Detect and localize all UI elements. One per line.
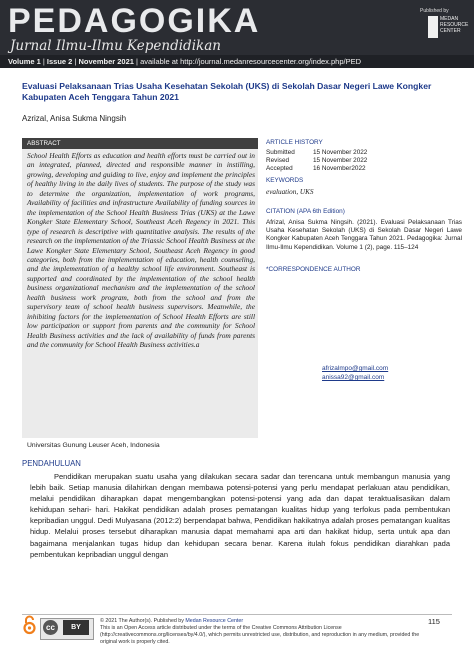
date-label: November 2021 bbox=[78, 57, 134, 66]
journal-subtitle: Jurnal Ilmu-Ilmu Kependidikan bbox=[10, 38, 221, 54]
email-link-1[interactable]: afrizalmpo@gmail.com bbox=[322, 365, 389, 372]
correspondence-label: *CORRESPONDENCE AUTHOR bbox=[266, 266, 361, 273]
section-heading: PENDAHULUAN bbox=[22, 459, 81, 468]
license-text: This is an Open Access article distributed under the terms of the Creative Commons Attribution License (http://creativecommons.org/licenses/by/4.0/), which permits unrestricted use, distribution, and reproduction in any medium, provided the original work is properly cited. bbox=[100, 625, 420, 645]
attribution-icon: BY bbox=[63, 620, 89, 635]
abstract-text: School Health Efforts as education and health efforts must be carried out in an integrated, planned, directed and responsible manner in instilling, growing, developing and guiding to live, enjoy and implement the principles of healthy living in the daily lives of students. The purpose of the study was to determine the organization, implementation of work programs, Availability of facilities and infrastructure Availability of funding sources in the implementation of the School Health Business Trias (UKS) at the Lawe Kongker State Elementary School, Southeast Aceh Regency in 2021. This type of research is descriptive with quantitative analysis. The results of the research on the implementation of the Triassic School Health Business at the Lawe Kongker State Elementary School, Southeast Aceh Regency in good categories, both from the implementation of education, health counseling, and the implementation of a healthy school life environment. Southeast is supported and coordinated by the implementation of the school health business organizational mechanism and the implementation of the school health business work program, both from the school and from the supervisory team of school health business supervisors. Meanwhile, the inhibiting factors for the implementation of School Health Efforts are still low participation or support from parents and the community for School Health Business activities and the lack of availability of funds from parents and the community for School Health Business activities.a bbox=[27, 151, 255, 350]
keywords-value: evaluation, UKS bbox=[266, 188, 314, 196]
copyright-text: © 2021 The Author(s). Published by bbox=[100, 618, 184, 624]
intro-paragraph: Pendidikan merupakan suatu usaha yang dilakukan secara sadar dan terencana untuk membangun manusia yang lebih baik. Setiap manusia dilahirkan dengan membawa potensi-potensi yang perlu mendapat perlakuan atau pendidikan, melalui pendidikan diharapkan dapat mengembangkan potensi-potensi yang ada dan dapat teraktualisasikan dalam kehidupan sehari- hari. Hakikat pendidikan adalah proses pematangan kualitas hidup yang terfokus pada pembentukan kepribadian unggul. Dedi Mulyasana (2012:2) berpendapat bahwa, Pendidikan hakikatnya adalah proses pematangan kualitas hidup. Melalui proses tersebut diharapkan manusia dapat memahami apa arti dan hakikat hidup, serta untuk apa dan bagaimana menjalankan tugas hidup dan kehidupan secara benar. Karena itulah fokus pendidikan diarahkan pada pembentukan kepribadian unggul dengan bbox=[30, 472, 450, 559]
page-number: 115 bbox=[428, 617, 440, 626]
citation-label: CITATION (APA 6th Edition) bbox=[266, 208, 345, 215]
open-access-icon bbox=[22, 615, 37, 635]
author-affiliation: Universitas Gunung Leuser Aceh, Indonesia bbox=[27, 442, 160, 449]
issue-info: Volume 1 | Issue 2 | November 2021 | available at http://journal.medanresourcecenter.org/index.php/PED bbox=[8, 57, 362, 66]
article-authors: Azrizal, Anisa Sukma Ningsih bbox=[22, 114, 127, 123]
keywords-label: KEYWORDS bbox=[266, 177, 304, 184]
footer-divider bbox=[22, 614, 452, 615]
history-submitted-key: Submitted bbox=[266, 149, 295, 156]
article-history-label: ARTICLE HISTORY bbox=[266, 139, 323, 146]
article-title: Evaluasi Pelaksanaan Trias Usaha Kesehatan Sekolah (UKS) di Sekolah Dasar Negeri Lawe Kongker Kabupaten Aceh Tenggara Tahun 2021 bbox=[22, 81, 432, 102]
creative-commons-icon: cc bbox=[43, 620, 58, 635]
published-by-label: Published by bbox=[420, 8, 449, 14]
history-revised-value: 15 November 2022 bbox=[313, 157, 368, 164]
intro-body bbox=[30, 471, 450, 560]
issue-label: Issue 2 bbox=[46, 57, 73, 66]
publisher-logo-icon bbox=[428, 16, 438, 38]
abstract-label: ABSTRACT bbox=[27, 140, 61, 147]
citation-text: Afrizal, Anisa Sukma Ningsih. (2021). Evaluasi Pelaksanaan Trias Usaha Kesehatan Sekolah (UKS) di Sekolah Dasar Negeri Lawe Kongker Kabupaten Aceh Tenggara Tahun 2021. Pedagogika: Jurnal Ilmu-Ilmu Kependidikan. Volume 1 (2), page. 115–124 bbox=[266, 219, 462, 251]
history-accepted-key: Accepted bbox=[266, 165, 293, 172]
available-at-link[interactable]: available at http://journal.medanresourcecenter.org/index.php/PED bbox=[140, 57, 362, 66]
footer-license-text bbox=[100, 618, 430, 646]
publisher-link[interactable]: Medan Resource Center bbox=[185, 618, 244, 624]
email-link-2[interactable]: anissa92@gmail.com bbox=[322, 374, 385, 381]
history-revised-key: Revised bbox=[266, 157, 290, 164]
volume-label: Volume 1 bbox=[8, 57, 41, 66]
history-submitted-value: 15 November 2022 bbox=[313, 149, 368, 156]
history-accepted-value: 16 November2022 bbox=[313, 165, 366, 172]
publisher-logo-text: MEDAN RESOURCE CENTER bbox=[440, 16, 469, 34]
journal-title: PEDAGOGIKA bbox=[8, 2, 261, 40]
